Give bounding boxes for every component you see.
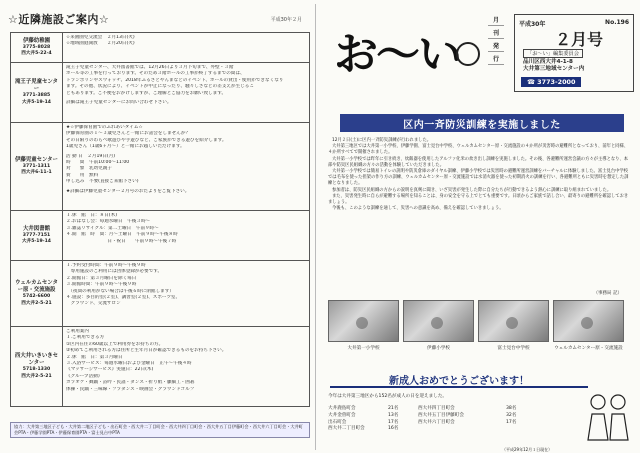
facility-row <box>11 261 310 327</box>
label-3: 発 <box>488 42 504 52</box>
issue-year: 平成30年 <box>519 21 546 28</box>
facility-addr: 西大井5-22-4 <box>21 51 52 56</box>
facility-addr: 西大井2-5-21 <box>21 373 52 379</box>
article-headline: 区内一斉防災訓練を実施しました <box>340 114 624 132</box>
facility-info-cell <box>63 33 310 63</box>
label-2: 刊 <box>488 29 504 39</box>
facility-tel: 3771-1311 <box>22 163 51 169</box>
issue-number: No.196 <box>605 19 629 26</box>
issue-box <box>514 14 634 92</box>
facility-addr: 大井5-19-14 <box>22 99 51 105</box>
facility-info-line: ４.開 館 時 間：月〜土曜日 午前９時〜午後８時 <box>66 232 178 238</box>
facility-row <box>11 33 310 63</box>
district-count: 17名 <box>506 419 517 425</box>
facility-tel: 3771-3885 <box>22 93 51 99</box>
facility-info-line: 活 動 日 ２月19日(月) <box>66 153 116 159</box>
facility-info-line: １.ご利用できる方 <box>66 335 105 341</box>
photo-strip <box>328 300 630 342</box>
article-body <box>328 138 630 212</box>
district-count: 32名 <box>506 412 517 418</box>
facility-name: 伊藤児童センター <box>15 156 58 163</box>
label-1: 月 <box>488 16 504 26</box>
facility-info-line: ★詳細は伊藤児童センター２月号のおたよりをご覧下さい。 <box>66 188 190 194</box>
facility-addr: 西大井6-11-1 <box>21 170 52 175</box>
facility-info-line: １.休 館 日：８日(木) <box>66 213 117 218</box>
district-name: 西大井二丁目町会 <box>328 426 365 432</box>
district-name: 西大井五丁目伊藤町会 <box>418 412 464 418</box>
facility-info-line: ☆来園園児交流会 ２月13日(火) <box>66 35 135 40</box>
publication-labels <box>488 16 504 68</box>
facility-info-line: ４.施設：多目的室(２室)、講習室(２室)、スポーツ室、 <box>66 295 181 301</box>
facility-name-cell <box>11 327 63 407</box>
facility-info-line: ３.開館時間：午前９時〜午後９時 <box>66 282 137 288</box>
facility-name: 伊藤幼稚園 <box>23 37 50 44</box>
facility-info-line: 滝王子児童センター、大井図書館では、12月26日より３月下旬まで、外壁・３階 <box>66 65 234 70</box>
facility-name-cell <box>11 261 63 327</box>
new-adults-banner: 新成人おめでとうございます！ <box>330 372 588 388</box>
facility-name-cell <box>11 63 63 123</box>
photo-caption-2: 伊藤小学校 <box>427 346 450 351</box>
article-paragraph: 大井第一小学校では簡易トイレの説明や防災倉庫のダイヤル訓練、伊藤小学校では災害時の避難所運営訓練をバーチャルに体験しました。富士見台中学校では毛布を使った担架の作り方の訓練、ウェルカムセンター原・交流施設では水消火器を使った初期消火の訓練を行い、各避難所ともに災害時を想定した訓練となりました。 <box>328 169 629 187</box>
district-name: 西大井四丁目町会 <box>418 406 455 411</box>
facility-name-cell <box>11 123 63 211</box>
facility-info-cell <box>63 211 310 261</box>
facility-name: ウェルカムセンター原・交流施設 <box>15 280 58 294</box>
article-paragraph: 大井第一小学校では昨年に引き続き、炊飯器を使用したアルファ化米の炊き出し訓練を実施しました。その後、各避難所運営会議の方々が主導となり、本部や防災区民組織の方々の活動を体験していただきました。 <box>328 156 629 168</box>
photo-4 <box>553 300 624 342</box>
facility-tel: 3775-8028 <box>22 44 51 50</box>
facility-info-line: その日限りのわらべ歌遊びや手遊びなど、ご家族ができる遊びを紹介します。 <box>66 137 227 143</box>
facility-info-line: 専用施設のご利用には団体登録が必要です。 <box>66 269 163 275</box>
district-count: 17名 <box>388 419 399 425</box>
district-name: 出石町会 <box>328 419 347 425</box>
district-name: 大井鹿島町会 <box>328 406 356 411</box>
facility-info-line: 日・祝日 午前９時〜午後７時 <box>66 238 177 244</box>
new-adults-intro: 今年は大井第三地区から152名が成人の日を迎えました。 <box>328 394 448 399</box>
facility-info-line: ①区内在住の60歳以上で利用券をお持ちの方。 <box>66 341 164 347</box>
facility-info-line: 時 間 午前10:00〜11:00 <box>66 160 130 166</box>
facility-addr: 大井5-19-14 <box>22 239 51 244</box>
photo-caption-4: ウェルカムセンター原・交流施設 <box>554 346 623 351</box>
facility-info-line: カラオケ・舞踊・詩吟・民謡・ダンス・折り紙・藤細工・囲碁 <box>66 380 195 386</box>
facility-row <box>11 63 310 123</box>
facility-tel: 3777-7151 <box>22 232 51 238</box>
facility-info-cell <box>63 123 310 211</box>
photo-1 <box>328 300 399 342</box>
org-address-line1: 品川区西大井4-1-8 <box>523 59 573 65</box>
label-4: 行 <box>488 55 504 65</box>
article-paragraph: 参加者は、防災区民組織の方からの説明を真剣に聞き、いざ災害が発生した際に自分たちが行動できるよう熱心に訓練に取り組まれていました。 <box>332 187 612 193</box>
facility-name: 西大井いきいきセンター <box>14 353 59 367</box>
facility-info-line: ２.開館日：第３月曜日を除く毎日 <box>66 275 137 281</box>
district-list <box>328 406 578 433</box>
facility-info-line: ②初めてご利用される方は住所と生年月日が確認できるものをお持ち下さい。 <box>66 348 227 354</box>
photo-2 <box>403 300 474 342</box>
section-date: 平成30年２月 <box>270 16 302 23</box>
photo-caption-3: 富士見台中学校 <box>497 346 530 351</box>
article-paragraph: 12月２日(土)に区内一斉防災訓練が行われました。 <box>332 138 432 143</box>
facility-row <box>11 123 310 211</box>
facility-name-cell <box>11 211 63 261</box>
facility-row <box>11 211 310 261</box>
facility-info-cell <box>63 261 310 327</box>
facility-name-cell <box>11 33 63 63</box>
facility-info-line: 体操・民踊・三味線・フラダンス・映画会・グラウンドゴルフ <box>66 386 195 392</box>
facility-info-line: ご利用案内 <box>66 329 89 334</box>
facility-info-line: ２.休 館 日：第３月曜日 <box>66 354 123 360</box>
org-address-line2: 大井第三地域センター内 <box>523 66 585 72</box>
facility-row <box>11 327 310 407</box>
facility-table <box>10 32 310 407</box>
facility-info-cell <box>63 327 310 407</box>
district-name <box>418 426 506 433</box>
district-count: 38名 <box>506 406 517 411</box>
facility-info-line: ３.雑誌リサイクル：第二土曜日 午前９時〜 <box>66 225 159 231</box>
facility-tel: 5742-6600 <box>22 294 51 300</box>
count-date-note: （平成29年12月１日現在） <box>502 447 553 452</box>
district-count <box>506 426 536 433</box>
facility-info-line: ★☆伊藤保育園でのふれあいタイム☆ <box>66 125 143 130</box>
facility-info-line: 《マッサージサービス》実施日：22日(木) <box>66 367 154 373</box>
new-adults-illustration-icon <box>584 388 632 442</box>
photo-3 <box>478 300 549 342</box>
facility-tel: 5718-1330 <box>22 367 51 373</box>
facility-info-line: 対 象 乳幼児親子 <box>66 166 112 172</box>
facility-info-line: 伊藤保育園の１〜３歳児さんと一緒にお話会をしませんか？ <box>66 131 191 137</box>
facility-info-line: （夜間の利用がない場合は午後６時に閉館します） <box>66 288 174 294</box>
photo-captions <box>328 346 630 352</box>
facility-info-line: ともあります。ご不便をおかけしますが、ご理解とご協力をお願い致します。 <box>66 90 227 96</box>
facility-name: 滝王子児童センター <box>15 79 58 93</box>
facility-info-line: グラウンド、交流サロン <box>66 301 121 307</box>
article-paragraph: 今後も、このような訓練を通して、災害への意識を高め、備えを確認していきましょう。 <box>332 206 504 212</box>
article-paragraph: 大井第三地区では大井第一小学校、伊藤学園、富士見台中学校、ウェルカムセンター原・交流施設の４か所が災害時の避難所となっており、前年と同様、４か所すべてで開催されました。 <box>328 144 629 156</box>
facility-info-line: ます。その他、状況により、イベントが中止になったり、騒々しさなどの差支えが生じるこ <box>66 84 254 90</box>
district-count: 13名 <box>388 412 399 418</box>
facility-info-line: ホール等の工事を行っております。そのため３階ホールの工事が終了するまでの間は、 <box>66 71 245 77</box>
article-signature: （事務局 記） <box>593 291 622 296</box>
facility-info-line: 費 用 無料 <box>66 172 99 178</box>
right-page <box>322 4 636 450</box>
facility-info-line: 1歳児さん（1歳6ヶ月〜）と一緒にお越しいただけます。 <box>66 144 185 150</box>
facility-info-line: ☆地域園庭開放 ２月20日(火) <box>66 41 135 47</box>
section-title: ☆近隣施設ご案内☆ <box>8 13 110 26</box>
phone-number: ☎ 3773-2000 <box>521 77 581 87</box>
facility-info-line: 申し込み 不要(直接ご来館下さい) <box>66 179 139 185</box>
district-count: 16名 <box>388 426 399 432</box>
facility-info-line: １.予約受付時間：午前９時〜午後９時 <box>66 263 146 268</box>
photo-caption-1: 大井第一小学校 <box>347 346 380 351</box>
masthead <box>326 10 632 98</box>
district-count: 21名 <box>388 406 399 411</box>
credits-footer: 協力：大井第三地区子ども・大井第二地区子ども・出石町会・西大井二丁目町会・西大井四丁目町会・西大井五丁目伊藤町会・西大井六丁目町会・大井町会PTA・伊藤学園PTA・伊藤保育園PTA・富士見台中PTA <box>10 422 310 438</box>
district-name: 西大井六丁目町会 <box>418 419 455 425</box>
article-paragraph: また、災害発生時に自らが避難する場所を知ることは、身の安全を守る上でとても重要です。日頃からご家族で話し合い、最寄りの避難所を確認しておきましょう。 <box>328 193 629 206</box>
district-name: 大井金曽町会 <box>328 412 356 418</box>
left-page <box>4 4 316 450</box>
facility-name: 大井図書館 <box>23 225 50 232</box>
newsletter-logo: お〜い <box>334 29 460 80</box>
facility-info-line: 《グループ活動》 <box>66 373 103 379</box>
section-header <box>8 8 308 30</box>
facility-info-line: ３.入浴サービス：毎週水曜日および金曜日 正午〜午後４時 <box>66 361 192 367</box>
facility-info-line: トランポリンやスウォッチ、2018年ふるさとやんまなどのイベント、ホールの貸出・使用ができなくなり <box>66 77 284 83</box>
facility-addr: 西大井2-5-21 <box>21 300 52 306</box>
facility-info-line: 詳細は滝王子児童センターにお問い合わせ下さい。 <box>66 100 172 106</box>
issue-month: ２月号 <box>555 30 604 49</box>
facility-info-cell <box>63 63 310 123</box>
editorial-committee: 「お〜い」編集委員会 <box>523 49 583 58</box>
facility-info-line: ２.おはなし会：毎週水曜日 午後３時〜 <box>66 219 151 225</box>
org-address <box>523 59 584 73</box>
logo-mascot-icon <box>456 42 480 66</box>
